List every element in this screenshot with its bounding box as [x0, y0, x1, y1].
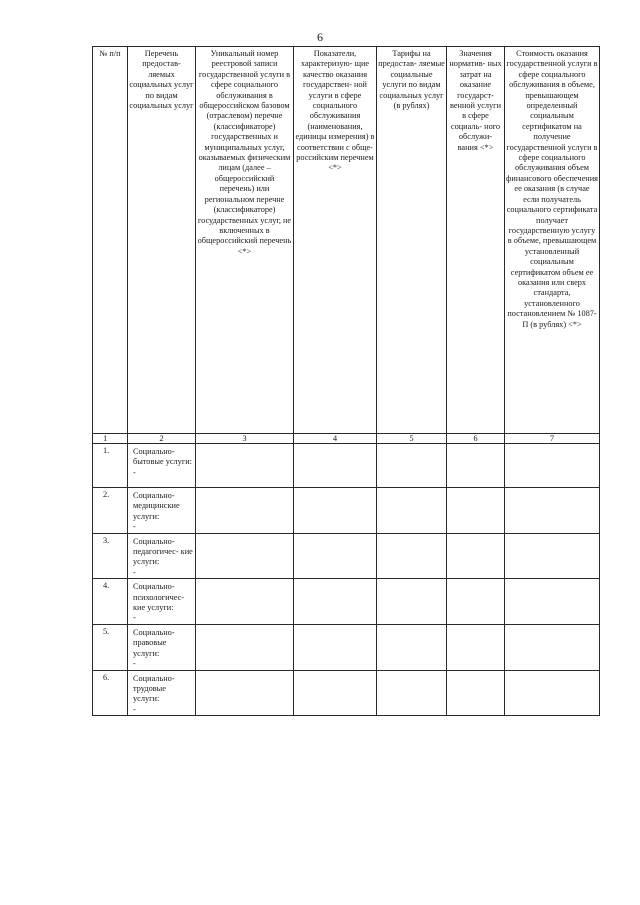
- table-cell: [377, 579, 447, 625]
- service-dash: -: [133, 567, 136, 577]
- table-cell: [447, 533, 505, 579]
- row-number: 2.: [93, 488, 128, 534]
- table-cell: [505, 579, 600, 625]
- service-category: [128, 624, 196, 670]
- table-row: [93, 624, 600, 670]
- row-number: 1.: [93, 444, 128, 488]
- table-row: [93, 579, 600, 625]
- service-name: Социально- педагогичес- кие услуги:: [133, 536, 193, 567]
- service-name: Социально- бытовые услуги:: [133, 447, 192, 467]
- table-cell: [447, 670, 505, 716]
- service-category: [128, 670, 196, 716]
- header-registry-number: Уникальный номер реестровой записи государственной услуги в сфере социального обслуживания в общероссийском базовом (отраслевом) перечне (классификаторе) государственных и муниципальных услуг, оказываемых физическим лицам (далее – общероссийский перечень) или региональном перечне (классификаторе) государственных услуг, не включенных в общероссийский перечень <*>: [196, 47, 294, 434]
- table-cell: [294, 579, 377, 625]
- service-category: [128, 533, 196, 579]
- column-numbers-row: [93, 434, 600, 444]
- column-number: 7: [505, 434, 600, 444]
- table-row: [93, 488, 600, 534]
- column-number: 3: [196, 434, 294, 444]
- column-number: 2: [128, 434, 196, 444]
- row-number: 6.: [93, 670, 128, 716]
- table-cell: [377, 533, 447, 579]
- column-number: 1: [93, 434, 128, 444]
- row-number: 4.: [93, 579, 128, 625]
- column-number: 4: [294, 434, 377, 444]
- service-dash: -: [133, 522, 136, 532]
- header-normative-costs: Значения норматив- ных затрат на оказание государст- венной услуги в сфере социаль- ного обслужи- вания <*>: [447, 47, 505, 434]
- table-cell: [294, 670, 377, 716]
- table-cell: [447, 624, 505, 670]
- service-name: Социально- психологичес- кие услуги:: [133, 582, 185, 613]
- table-cell: [505, 533, 600, 579]
- table-cell: [294, 488, 377, 534]
- services-cost-table: [92, 46, 600, 716]
- table-cell: [505, 488, 600, 534]
- header-excess-cost: Стоимость оказания государственной услуги в сфере социального обслуживания в объеме, превышающем определенный социальным сертификатом на получение государственной услуги в сфере социального обслуживания объем финансового обеспечения ее оказания (в случае если получатель социального сертификата получает государственную услугу в объеме, превышающем установленный социальным сертификатом объем ее оказания или сверх стандарта, установленного постановлением № 1087-П (в рублях) <*>: [505, 47, 600, 434]
- table-cell: [196, 533, 294, 579]
- table-cell: [294, 533, 377, 579]
- header-tariffs: Тарифы на предостав- ляемые социальные услуги по видам социальных услуг (в рублях): [377, 47, 447, 434]
- service-name: Социально- правовые услуги:: [133, 627, 175, 658]
- table-cell: [377, 488, 447, 534]
- table-cell: [196, 624, 294, 670]
- row-number: 5.: [93, 624, 128, 670]
- table-cell: [294, 444, 377, 488]
- service-dash: -: [133, 467, 136, 477]
- table-cell: [196, 444, 294, 488]
- row-number: 3.: [93, 533, 128, 579]
- table-cell: [196, 488, 294, 534]
- table-cell: [447, 488, 505, 534]
- table-cell: [505, 624, 600, 670]
- table-cell: [377, 670, 447, 716]
- column-number: 6: [447, 434, 505, 444]
- service-category: [128, 488, 196, 534]
- table-cell: [377, 624, 447, 670]
- header-quality-indicators: Показатели, характеризую- щие качество оказания государствен- ной услуги в сфере социального обслуживания (наименования, единицы измерения) в соответствии с обще- российским перечнем <*>: [294, 47, 377, 434]
- table-cell: [196, 670, 294, 716]
- service-dash: -: [133, 613, 136, 623]
- column-number: 5: [377, 434, 447, 444]
- header-row-number: № п/п: [93, 47, 128, 434]
- header-services-list: Перечень предостав- ляемых социальных услуг по видам социальных услуг: [128, 47, 196, 434]
- service-category: [128, 444, 196, 488]
- service-dash: -: [133, 704, 136, 714]
- service-name: Социально- медицинские услуги:: [133, 491, 180, 521]
- table-header-row: [93, 47, 600, 434]
- table-row: [93, 533, 600, 579]
- table-cell: [447, 579, 505, 625]
- table-cell: [447, 444, 505, 488]
- table-row: [93, 444, 600, 488]
- page-number: 6: [317, 30, 323, 44]
- table-cell: [196, 579, 294, 625]
- service-dash: -: [133, 659, 136, 669]
- table-cell: [505, 670, 600, 716]
- service-name: Социально- трудовые услуги:: [133, 673, 175, 704]
- table-row: [93, 670, 600, 716]
- table-cell: [505, 444, 600, 488]
- service-category: [128, 579, 196, 625]
- table-cell: [377, 444, 447, 488]
- table-cell: [294, 624, 377, 670]
